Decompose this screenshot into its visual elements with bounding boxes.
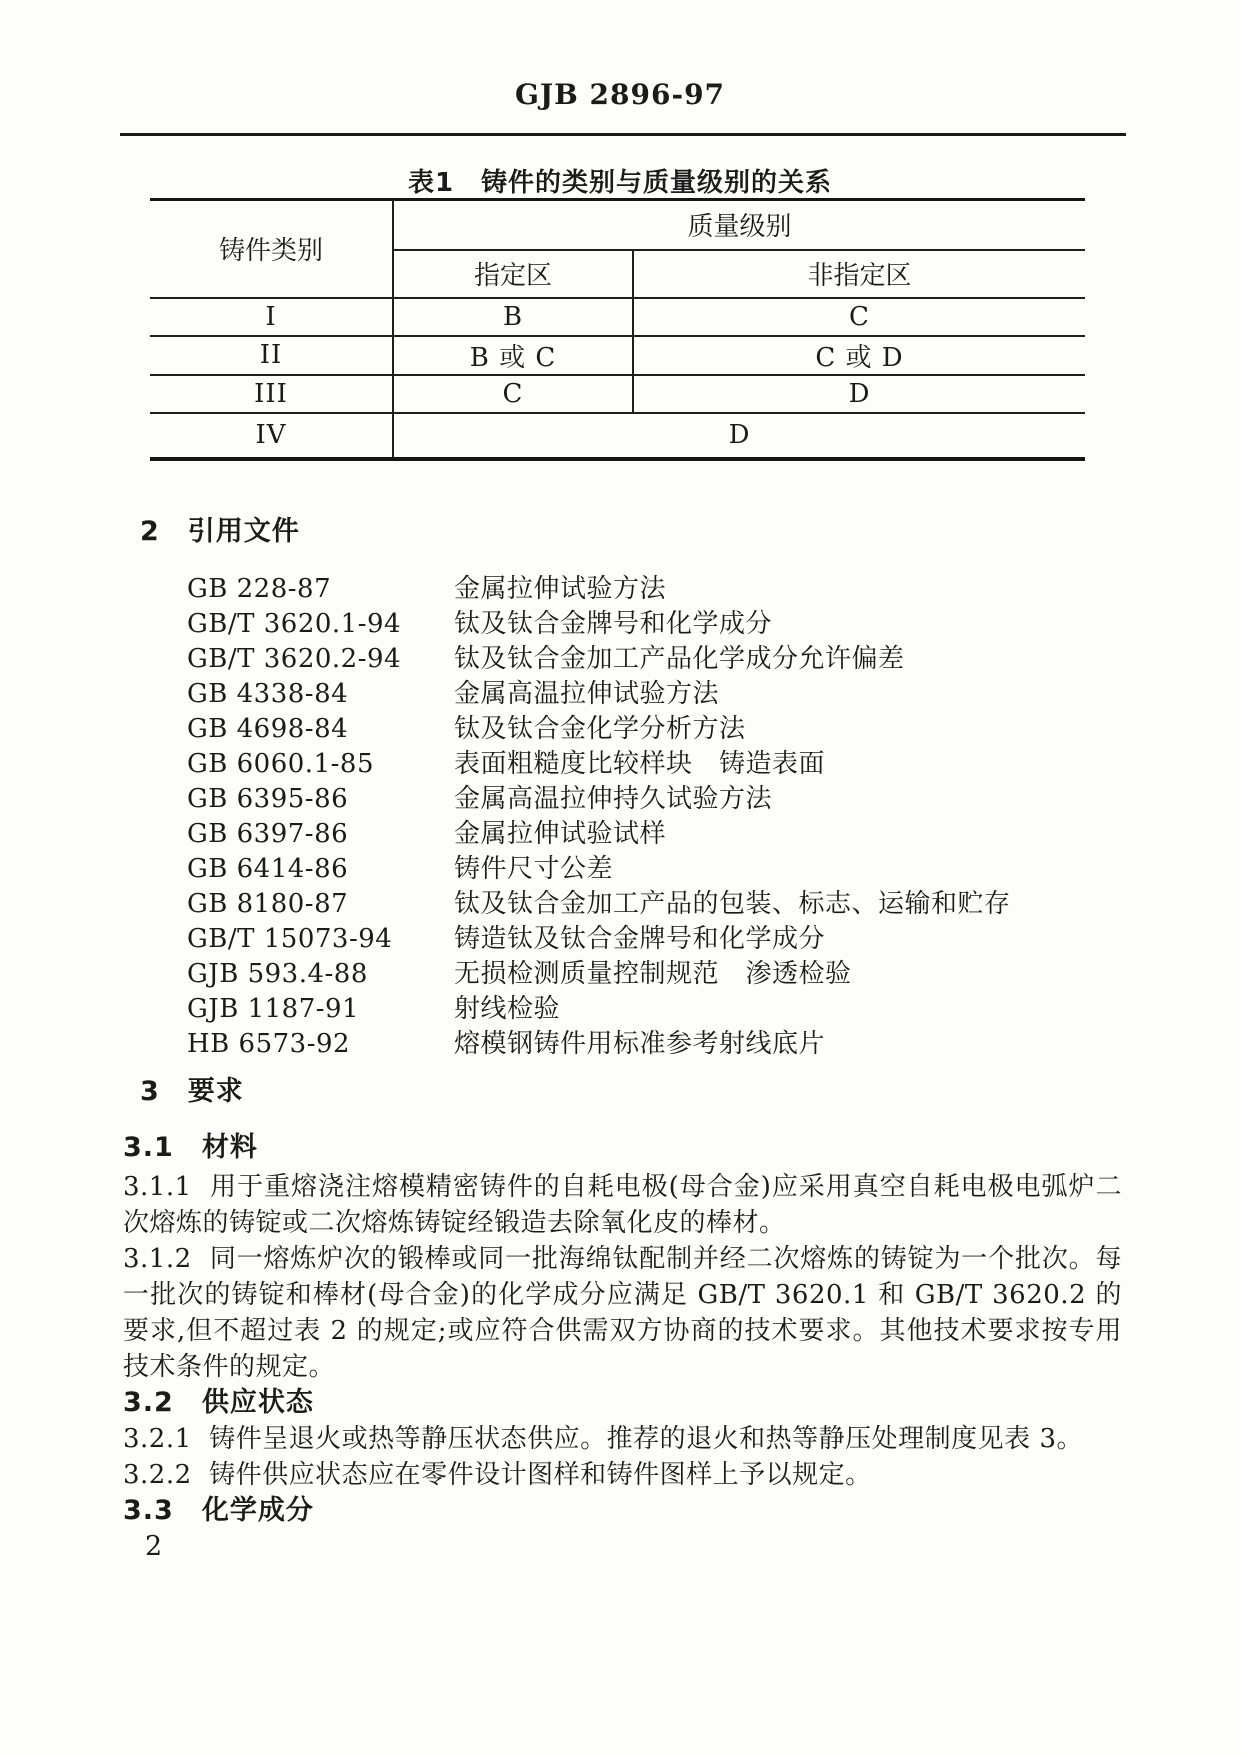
ref-title: 射线检验 <box>454 993 561 1024</box>
cell-category: II <box>150 336 393 375</box>
ref-title: 铸造钛及钛合金牌号和化学成分 <box>454 923 826 954</box>
table1-header-category: 铸件类别 <box>150 200 393 298</box>
cell-category: I <box>150 298 393 336</box>
list-item <box>187 782 1240 817</box>
ref-code: GB/T 3620.2-94 <box>187 643 402 674</box>
ref-code: GB 4338-84 <box>187 678 349 709</box>
list-item <box>187 957 1240 992</box>
ref-title: 钛及钛合金加工产品的包装、标志、运输和贮存 <box>454 888 1011 919</box>
cell-non-designated: C <box>633 298 1085 336</box>
cell-designated: B <box>393 298 633 336</box>
ref-code: GB 4698-84 <box>187 713 349 744</box>
list-item <box>187 1027 1240 1062</box>
header-rule <box>120 133 1126 136</box>
ref-code: GB 6395-86 <box>187 783 349 814</box>
list-item <box>187 572 1240 607</box>
ref-code: GB 6414-86 <box>187 853 349 884</box>
list-item <box>187 922 1240 957</box>
ref-title: 熔模钢铸件用标准参考射线底片 <box>454 1028 826 1059</box>
cell-merged-grade: D <box>728 420 751 450</box>
list-item <box>187 852 1240 887</box>
list-item <box>187 747 1240 782</box>
ref-title: 无损检测质量控制规范 渗透检验 <box>454 958 852 989</box>
paragraph-321: 3.2.1 铸件呈退火或热等静压状态供应。推荐的退火和热等静压处理制度见表 3。 <box>123 1423 1083 1454</box>
section2-heading: 2 引用文件 <box>140 515 300 547</box>
cell-non-designated: D <box>633 375 1085 413</box>
ref-title: 表面粗糙度比较样块 铸造表面 <box>454 748 826 779</box>
ref-code: GB 8180-87 <box>187 888 349 919</box>
ref-title: 金属高温拉伸持久试验方法 <box>454 783 773 814</box>
cell-category: III <box>150 375 393 413</box>
ref-title: 钛及钛合金化学分析方法 <box>454 713 746 744</box>
ref-code: GJB 1187-91 <box>187 993 360 1024</box>
ref-title: 金属高温拉伸试验方法 <box>454 678 720 709</box>
list-item <box>187 992 1240 1027</box>
paragraph-322: 3.2.2 铸件供应状态应在零件设计图样和铸件图样上予以规定。 <box>123 1459 872 1490</box>
paragraph-312: 3.1.2 同一熔炼炉次的锻棒或同一批海绵钛配制并经二次熔炼的铸锭为一个批次。每一批次的铸锭和棒材(母合金)的化学成分应满足 GB/T 3620.1 和 GB/T 3620.2 的要求,但不超过表 2 的规定;或应符合供需双方协商的技术要求。其他技术要求按专用技术条件的规定。 <box>123 1243 1122 1382</box>
cell-designated: C <box>393 375 633 413</box>
ref-code: GB 6060.1-85 <box>187 748 374 779</box>
table1 <box>150 198 1085 461</box>
table1-caption: 表1 铸件的类别与质量级别的关系 <box>407 168 833 198</box>
table-row <box>150 413 1085 459</box>
ref-title: 铸件尺寸公差 <box>454 853 614 884</box>
ref-code: GB 228-87 <box>187 573 332 604</box>
ref-title: 钛及钛合金牌号和化学成分 <box>454 608 773 639</box>
table-row <box>150 298 1085 336</box>
table1-header-designated: 指定区 <box>393 250 633 298</box>
table1-header-non-designated: 非指定区 <box>633 250 1085 298</box>
ref-title: 金属拉伸试验方法 <box>454 573 667 604</box>
paragraph-311: 3.1.1 用于重熔浇注熔模精密铸件的自耗电极(母合金)应采用真空自耗电极电弧炉二次熔炼的铸锭或二次熔炼铸锭经锻造去除氧化皮的棒材。 <box>123 1171 1122 1238</box>
list-item <box>187 817 1240 852</box>
cell-non-designated: C 或 D <box>633 336 1085 375</box>
list-item <box>187 642 1240 677</box>
ref-code: GB/T 15073-94 <box>187 923 393 954</box>
table1-header-quality: 质量级别 <box>393 200 1085 250</box>
reference-list <box>0 572 1240 1062</box>
ref-code: GJB 593.4-88 <box>187 958 368 989</box>
section32-heading: 3.2 供应状态 <box>123 1386 314 1418</box>
ref-code: GB/T 3620.1-94 <box>187 608 402 639</box>
section31-heading: 3.1 材料 <box>123 1131 258 1163</box>
table-row <box>150 375 1085 413</box>
ref-code: HB 6573-92 <box>187 1028 351 1059</box>
list-item <box>187 607 1240 642</box>
table-row <box>150 336 1085 375</box>
list-item <box>187 887 1240 922</box>
cell-category: IV <box>150 413 393 459</box>
list-item <box>187 677 1240 712</box>
section33-heading: 3.3 化学成分 <box>123 1494 314 1526</box>
ref-title: 钛及钛合金加工产品化学成分允许偏差 <box>454 643 905 674</box>
doc-number: GJB 2896-97 <box>514 78 726 111</box>
cell-designated: B 或 C <box>393 336 633 375</box>
section3-heading: 3 要求 <box>140 1075 244 1107</box>
list-item <box>187 712 1240 747</box>
page-number: 2 <box>145 1530 163 1562</box>
ref-title: 金属拉伸试验试样 <box>454 818 667 849</box>
ref-code: GB 6397-86 <box>187 818 349 849</box>
